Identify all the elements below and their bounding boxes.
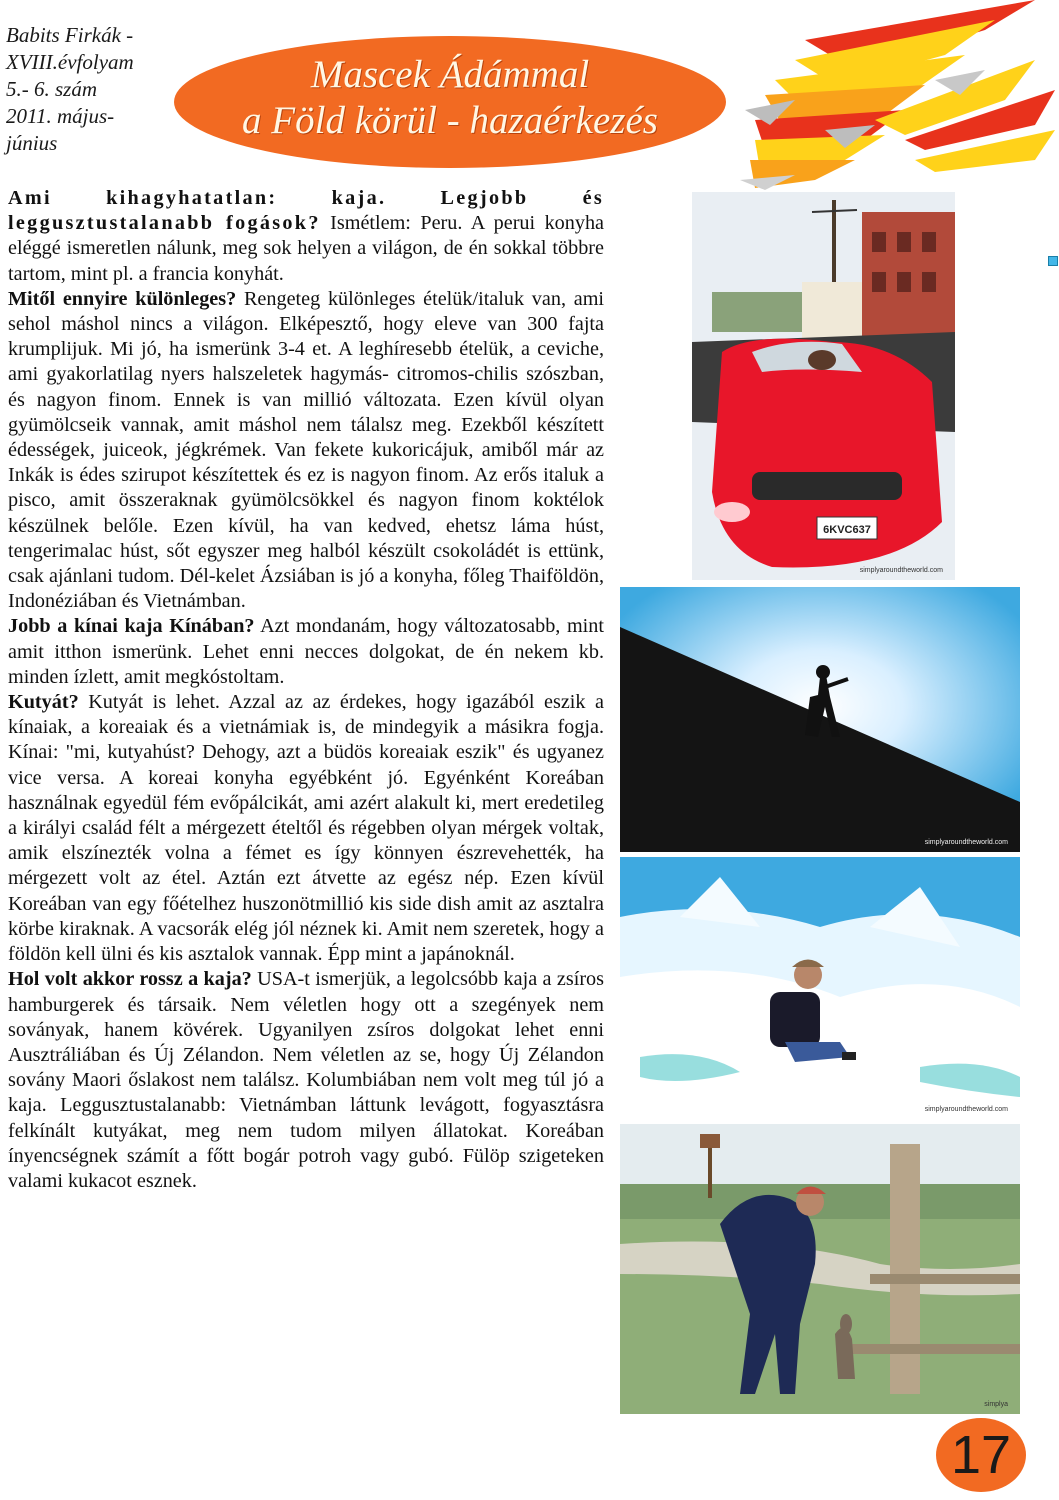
photo-glacier xyxy=(620,857,1020,1119)
photo-watermark: simplyaroundtheworld.com xyxy=(859,567,943,574)
masthead-line: 5.- 6. szám xyxy=(6,77,98,101)
paragraph xyxy=(8,287,604,615)
photo-watermark: simplya xyxy=(984,1401,1008,1408)
masthead-line: június xyxy=(6,131,58,155)
flame-decoration xyxy=(735,0,1059,190)
page-number: 17 xyxy=(950,1425,1012,1485)
answer-text: Kutyát is lehet. Azzal az az érdekes, hogy igazából eszik a kínaiak, a koreaiak és a vietnámiak is, de mindegyik a másikra fogja. Kínai: "mi, kutyahúst? Dehogy, azt a büdös koreaiak eszik" és ugyanez vice versa. A koreai konyha egyébként jó. Egyénként Koreában használnak egyedül fém evőpálcikát, ami azért alakult ki, mert eredetileg a királyi család félt a mérgezett ételtől és régebben olyan mérgek voltak, amik elszínezték volna a fémet es így könnyen észrevehették, ha mérgezett volt az étel. Aztán ezt átvette az egész nép. Ezen kívül Koreában van egy főételhez huszonötmillió kis side dish amit az asztalra körbe kiraknak. A vacsorák elég jól néznek ki. Amit nem szeretek, hogy a földön kell ülni és kis asztalok vannak. Épp mint a japánoknál. xyxy=(8,691,604,966)
paragraph xyxy=(8,614,604,690)
photo-silhouette-slope xyxy=(620,587,1020,852)
answer-text: Azt mondanám, hogy változatosabb, mint amit itthon ismerünk. Lehet enni necces dolgokat, de én nekem kb. minden ízlett, amit megkóstoltam. xyxy=(8,615,604,688)
photo-rabbit xyxy=(620,1124,1020,1414)
page-title xyxy=(174,52,726,144)
answer-text: USA-t ismerjük, a legolcsóbb kaja a zsíros hamburgerek és társaik. Nem véletlen hogy ott a szegények nem soványak, hanem kövérek. Ugyanilyen zsíros dolgokat lehet enni Ausztráliában és Új Zélandon. Nem véletlen az se, hogy Új Zélandon sovány Maori őslakost nem találsz. Kolumbiában nem volt meg túl jó a kaja. Leggusztustalanabb: Vietnámban láttunk levágott, fogyasztásra felkínált kutyákat, meg nem tudom milyen állatokat. Koreában ínyencségnek számít a főtt bogár potroh vagy gubó. Fülöp szigeteken valami kukacot esznek. xyxy=(8,968,604,1192)
masthead-line: 2011. május- xyxy=(6,104,115,128)
photo-red-car xyxy=(692,192,955,580)
question-heading: Hol volt akkor rossz a kaja? xyxy=(8,968,252,991)
masthead xyxy=(6,22,166,157)
masthead-line: XVIII.évfolyam xyxy=(6,50,134,74)
answer-text: Rengeteg különleges ételük/italuk van, ami sehol máshol nincs a világon. Elképesztő, hogy eleve van 300 fajta krumplijuk. Mi jó, ha ismerünk 3-4 et. A leghíresebb ételük, a ceviche, ami gyakorlatilag nyers halszeletek hagymás- citromos-chilis szószban, és nagyon finom. Ennek is van millió változata. Ezen kívül olyan gyümölcseik vannak, amit máshol nem tálalsz meg. Ezekből készített édességek, juiceok, jégkrémek. Van fekete kukoricájuk, amiből már az Inkák is édes szirupot készítettek és ez is nagyon finom. Az erős italuk a pisco, amit összeraknak gyümölcsökkel és nagyon finom koktélok készülnek belőle. Ezen kívül, ha van kedved, ehetsz láma húst, tengerimalac húst, sőt egyszer meg halból készült csokoládét is ettünk, csak ajánlani tudom. Dél-kelet Ázsiában is jó a konyha, főleg Thaiföldön, Indonéziában és Vietnámban. xyxy=(8,287,605,613)
answer-text: Ismétlem: Peru. A perui konyha eléggé ismeretlen nálunk, meg sok helyen a világon, de én sokkal többre tartom, mint pl. a francia konyhát. xyxy=(8,212,604,285)
question-heading: Mitől ennyire különleges? xyxy=(8,287,237,310)
question-heading: Ami kihagyhatatlan: kaja. Legjobb és leggusztustalanabb fogások? xyxy=(8,187,604,235)
license-plate: 6KVC637 xyxy=(823,524,871,536)
question-heading: Jobb a kínai kaja Kínában? xyxy=(8,615,255,638)
title-line-1: Mascek Ádámmal xyxy=(310,53,590,96)
title-line-2: a Föld körül - hazaérkezés xyxy=(242,99,658,142)
photo-watermark: simplyaroundtheworld.com xyxy=(924,839,1008,846)
paragraph xyxy=(8,690,604,967)
photo-watermark: simplyaroundtheworld.com xyxy=(924,1106,1008,1113)
decorative-square xyxy=(1048,256,1058,266)
question-heading: Kutyát? xyxy=(8,691,79,714)
article-body xyxy=(8,186,604,1194)
paragraph xyxy=(8,967,604,1194)
paragraph xyxy=(8,186,604,287)
masthead-line: Babits Firkák - xyxy=(6,23,134,47)
